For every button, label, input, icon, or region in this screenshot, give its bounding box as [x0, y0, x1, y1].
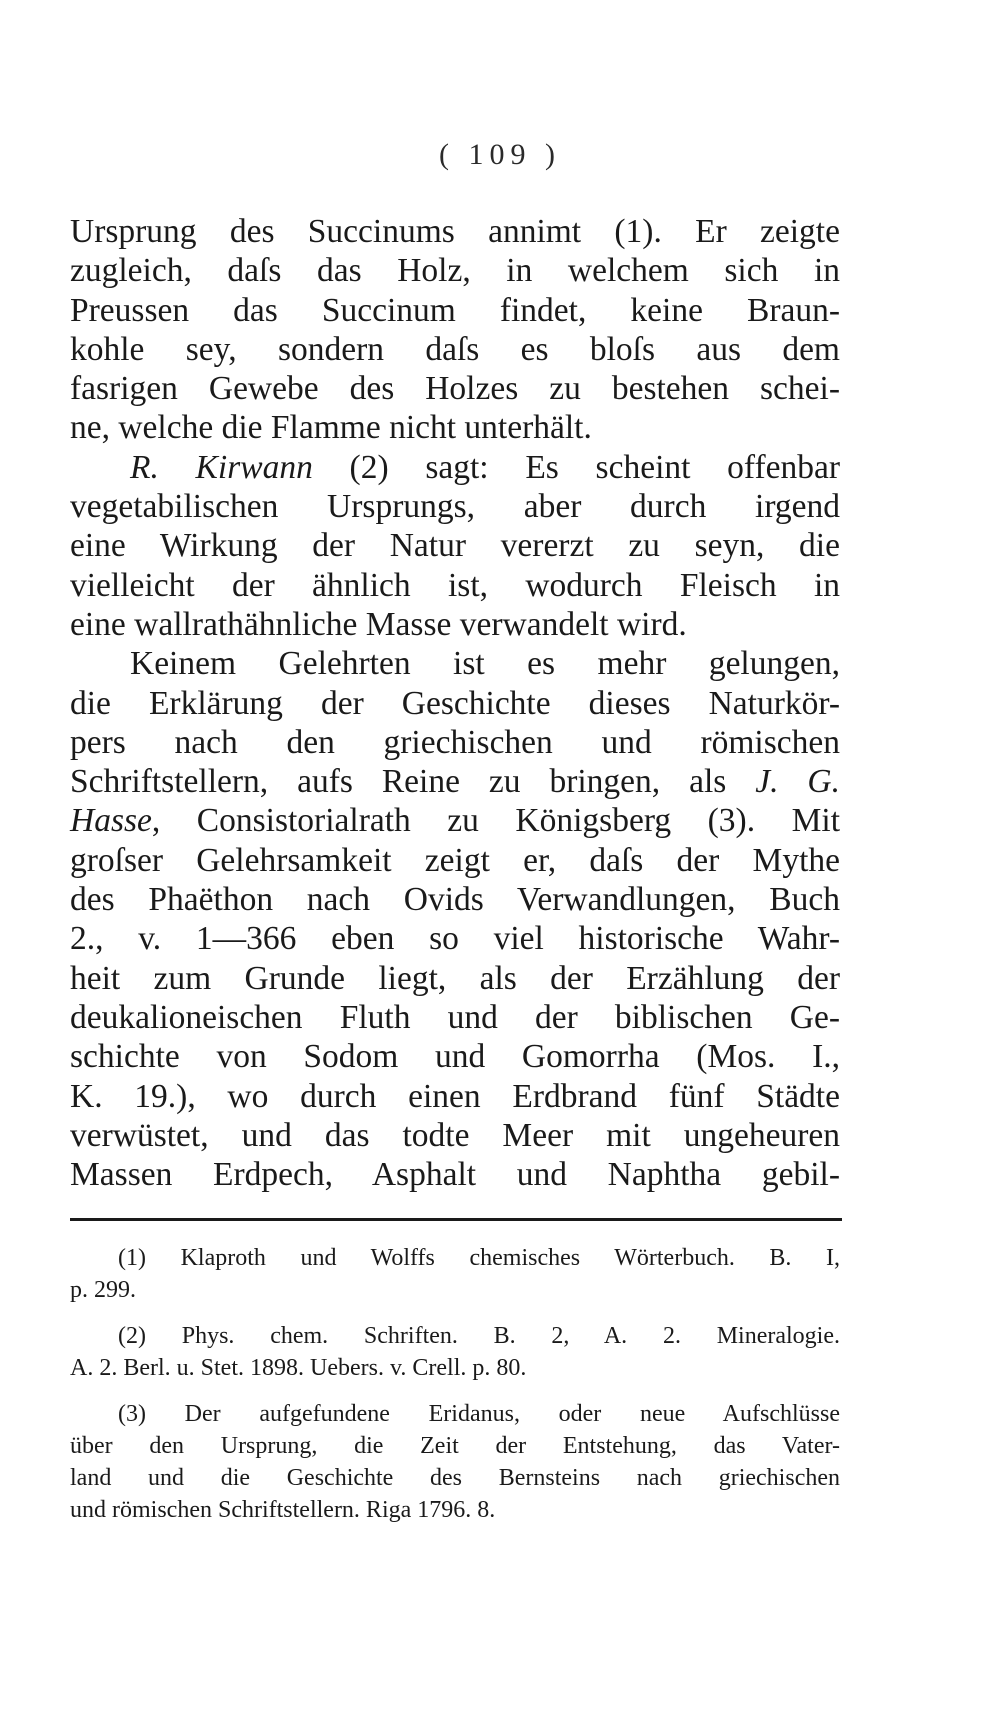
text-line: verwüstet, und das todte Meer mit ungeheuren	[70, 1116, 840, 1154]
text-line: schichte von Sodom und Gomorrha (Mos. I.,	[70, 1038, 840, 1076]
main-text	[70, 212, 840, 1194]
text-line: Keinem Gelehrten ist es mehr gelungen,	[130, 645, 840, 683]
text-line: kohle sey, sondern daſs es bloſs aus dem	[70, 330, 840, 368]
author-name-hasse: Hasse	[70, 802, 152, 840]
text-line: Preussen das Succinum findet, keine Braun-	[70, 291, 840, 329]
text-line: die Erklärung der Geschichte dieses Naturkör-	[70, 684, 840, 722]
text-line-hasse: Hasse, Consistorialrath zu Königsberg (3). Mit	[70, 802, 840, 840]
footnote-1	[70, 1242, 840, 1306]
footnote-2	[70, 1320, 840, 1384]
text-line: groſser Gelehrsamkeit zeigt er, daſs der Mythe	[70, 841, 840, 879]
footnote-line: über den Ursprung, die Zeit der Entstehung, das Vater-	[70, 1433, 840, 1459]
page-number: ( 109 )	[439, 138, 561, 171]
text-line: eine wallrathähnliche Masse verwandelt wird.	[70, 605, 687, 643]
footnote-line: (1) Klaproth und Wolffs chemisches Wörterbuch. B. I,	[118, 1245, 840, 1271]
text-line: vegetabilischen Ursprungs, aber durch irgend	[70, 488, 840, 526]
text-line: vielleicht der ähnlich ist, wodurch Fleisch in	[70, 566, 840, 604]
author-name-kirwann: R. Kirwann	[130, 448, 313, 486]
footnotes	[70, 1242, 840, 1540]
text-line: K. 19.), wo durch einen Erdbrand fünf Städte	[70, 1077, 840, 1115]
footnote-line: (2) Phys. chem. Schriften. B. 2, A. 2. Mineralogie.	[118, 1323, 840, 1349]
text-line: deukalioneischen Fluth und der biblischen Ge-	[70, 998, 840, 1036]
footnote-line: land und die Geschichte des Bernsteins nach griechischen	[70, 1465, 840, 1491]
text-line: des Phaëthon nach Ovids Verwandlungen, Buch	[70, 881, 840, 919]
text-line: ne, welche die Flamme nicht unterhält.	[70, 409, 592, 447]
text-line: heit zum Grunde liegt, als der Erzählung der	[70, 959, 840, 997]
author-initials-hasse: J. G.	[755, 763, 840, 801]
text-line: Ursprung des Succinums annimt (1). Er zeigte	[70, 213, 840, 250]
footnote-line: (3) Der aufgefundene Eridanus, oder neue Aufschlüsse	[118, 1401, 840, 1427]
footnote-3	[70, 1398, 840, 1526]
text-line: zugleich, daſs das Holz, in welchem sich in	[70, 252, 840, 290]
text-line-hasse-initials: Schriftstellern, aufs Reine zu bringen, als J. G.	[70, 763, 840, 801]
footnote-line: p. 299.	[70, 1277, 136, 1303]
footnote-divider	[70, 1218, 842, 1221]
text-line: pers nach den griechischen und römischen	[70, 723, 840, 761]
footnote-line: A. 2. Berl. u. Stet. 1898. Uebers. v. Crell. p. 80.	[70, 1355, 527, 1381]
footnote-line: und römischen Schriftstellern. Riga 1796. 8.	[70, 1497, 496, 1523]
text-line-kirwann: R. Kirwann (2) sagt: Es scheint offenbar	[130, 448, 840, 486]
text-line: 2., v. 1—366 eben so viel historische Wahr-	[70, 920, 840, 958]
text-line: eine Wirkung der Natur vererzt zu seyn, die	[70, 527, 840, 565]
text-line: Massen Erdpech, Asphalt und Naphtha gebil-	[70, 1156, 840, 1194]
text-line: fasrigen Gewebe des Holzes zu bestehen schei-	[70, 370, 840, 408]
